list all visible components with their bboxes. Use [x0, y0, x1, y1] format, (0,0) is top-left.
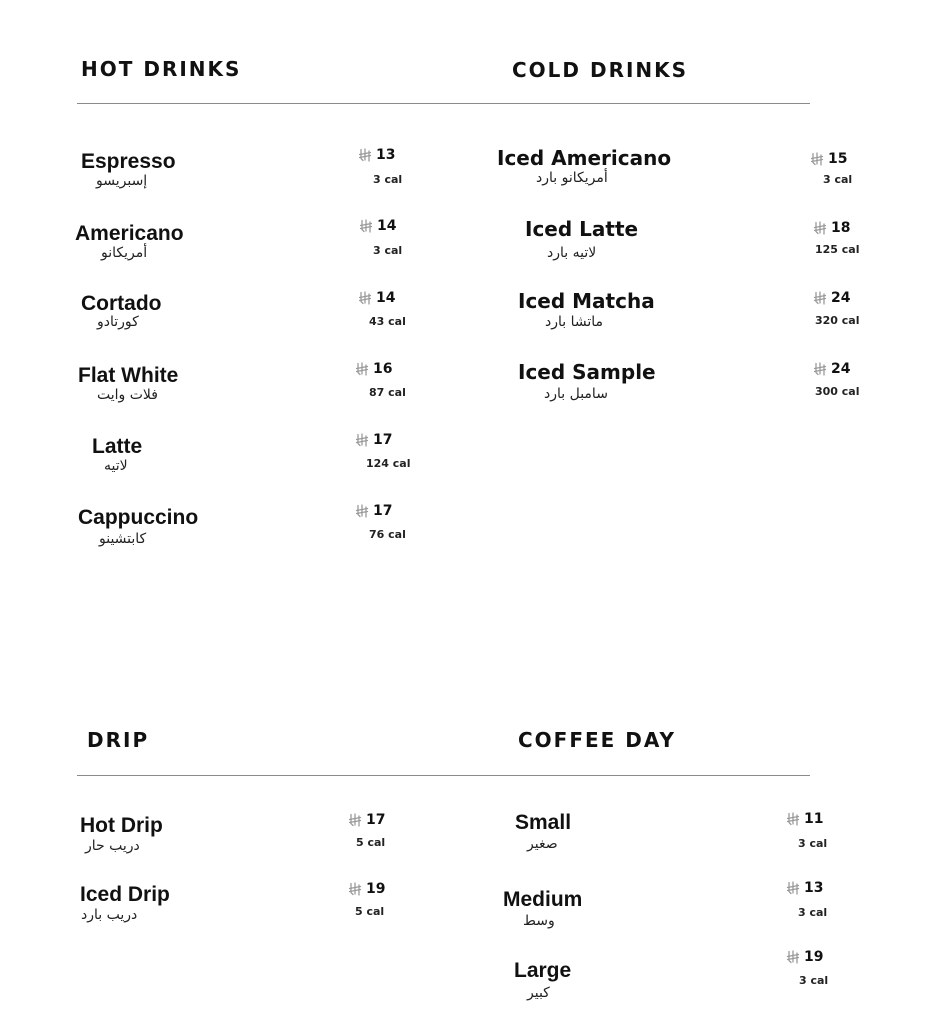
item-calories: 3 cal [373, 244, 403, 257]
item-arabic-name: لاتيه [104, 458, 128, 474]
coffee-day-title: COFFEE DAY [518, 728, 676, 752]
item-calories: 3 cal [798, 837, 828, 850]
item-price: 24 [813, 361, 850, 377]
drip-title: DRIP [87, 728, 150, 752]
item-price: 19 [786, 949, 823, 965]
item-calories: 76 cal [369, 528, 406, 541]
item-calories: 320 cal [815, 314, 860, 327]
riyal-symbol-icon [810, 152, 824, 166]
item-price: 14 [359, 218, 396, 234]
riyal-symbol-icon [348, 813, 362, 827]
top-divider [77, 103, 810, 104]
item-name: Latte [92, 435, 143, 458]
riyal-symbol-icon [355, 504, 369, 518]
riyal-symbol-icon [358, 148, 372, 162]
item-arabic-name: فلات وايت [97, 387, 158, 403]
item-name: Iced Americano [497, 146, 672, 170]
riyal-symbol-icon [359, 219, 373, 233]
item-name: Flat White [78, 364, 179, 387]
riyal-symbol-icon [355, 362, 369, 376]
item-name: Hot Drip [80, 814, 163, 837]
item-arabic-name: دريب حار [85, 838, 140, 854]
item-calories: 3 cal [373, 173, 403, 186]
item-arabic-name: أمريكانو بارد [536, 170, 608, 186]
riyal-symbol-icon [813, 291, 827, 305]
item-name: Small [515, 811, 572, 834]
item-arabic-name: كورتادو [97, 314, 139, 330]
item-calories: 87 cal [369, 386, 406, 399]
riyal-symbol-icon [786, 950, 800, 964]
riyal-symbol-icon [813, 362, 827, 376]
item-name: Iced Latte [525, 217, 639, 241]
item-price: 17 [355, 432, 392, 448]
riyal-symbol-icon [786, 812, 800, 826]
item-calories: 5 cal [355, 905, 385, 918]
item-price: 15 [810, 151, 847, 167]
item-name: Large [514, 959, 572, 982]
item-price: 11 [786, 811, 823, 827]
item-name: Medium [503, 888, 583, 911]
item-name: Iced Sample [518, 360, 656, 384]
item-calories: 124 cal [366, 457, 411, 470]
riyal-symbol-icon [355, 433, 369, 447]
riyal-symbol-icon [358, 291, 372, 305]
item-price: 17 [355, 503, 392, 519]
item-price: 16 [355, 361, 392, 377]
item-name: Iced Drip [80, 883, 170, 906]
item-calories: 3 cal [823, 173, 853, 186]
item-arabic-name: كبير [527, 985, 550, 1001]
item-arabic-name: سامبل بارد [544, 386, 608, 402]
item-arabic-name: وسط [523, 913, 555, 929]
item-calories: 5 cal [356, 836, 386, 849]
item-name: Americano [75, 222, 184, 245]
item-calories: 300 cal [815, 385, 860, 398]
item-calories: 125 cal [815, 243, 860, 256]
item-price: 17 [348, 812, 385, 828]
item-price: 24 [813, 290, 850, 306]
bottom-divider [77, 775, 810, 776]
item-name: Cortado [81, 292, 162, 315]
item-arabic-name: ماتشا بارد [545, 314, 604, 330]
item-price: 19 [348, 881, 385, 897]
cold-drinks-title: COLD DRINKS [512, 58, 689, 82]
item-price: 13 [358, 147, 395, 163]
item-calories: 3 cal [798, 906, 828, 919]
riyal-symbol-icon [813, 221, 827, 235]
item-arabic-name: دريب بارد [81, 907, 138, 923]
item-calories: 43 cal [369, 315, 406, 328]
item-arabic-name: إسبريسو [96, 173, 148, 189]
item-price: 18 [813, 220, 850, 236]
riyal-symbol-icon [786, 881, 800, 895]
hot-drinks-title: HOT DRINKS [81, 57, 242, 81]
item-arabic-name: أمريكانو [101, 245, 148, 261]
item-name: Cappuccino [78, 506, 199, 529]
item-arabic-name: صغير [527, 836, 558, 852]
item-name: Espresso [81, 150, 176, 173]
item-calories: 3 cal [799, 974, 829, 987]
riyal-symbol-icon [348, 882, 362, 896]
item-name: Iced Matcha [518, 289, 655, 313]
item-arabic-name: كابتشينو [99, 531, 147, 547]
item-price: 14 [358, 290, 395, 306]
item-arabic-name: لاتيه بارد [547, 245, 597, 261]
item-price: 13 [786, 880, 823, 896]
